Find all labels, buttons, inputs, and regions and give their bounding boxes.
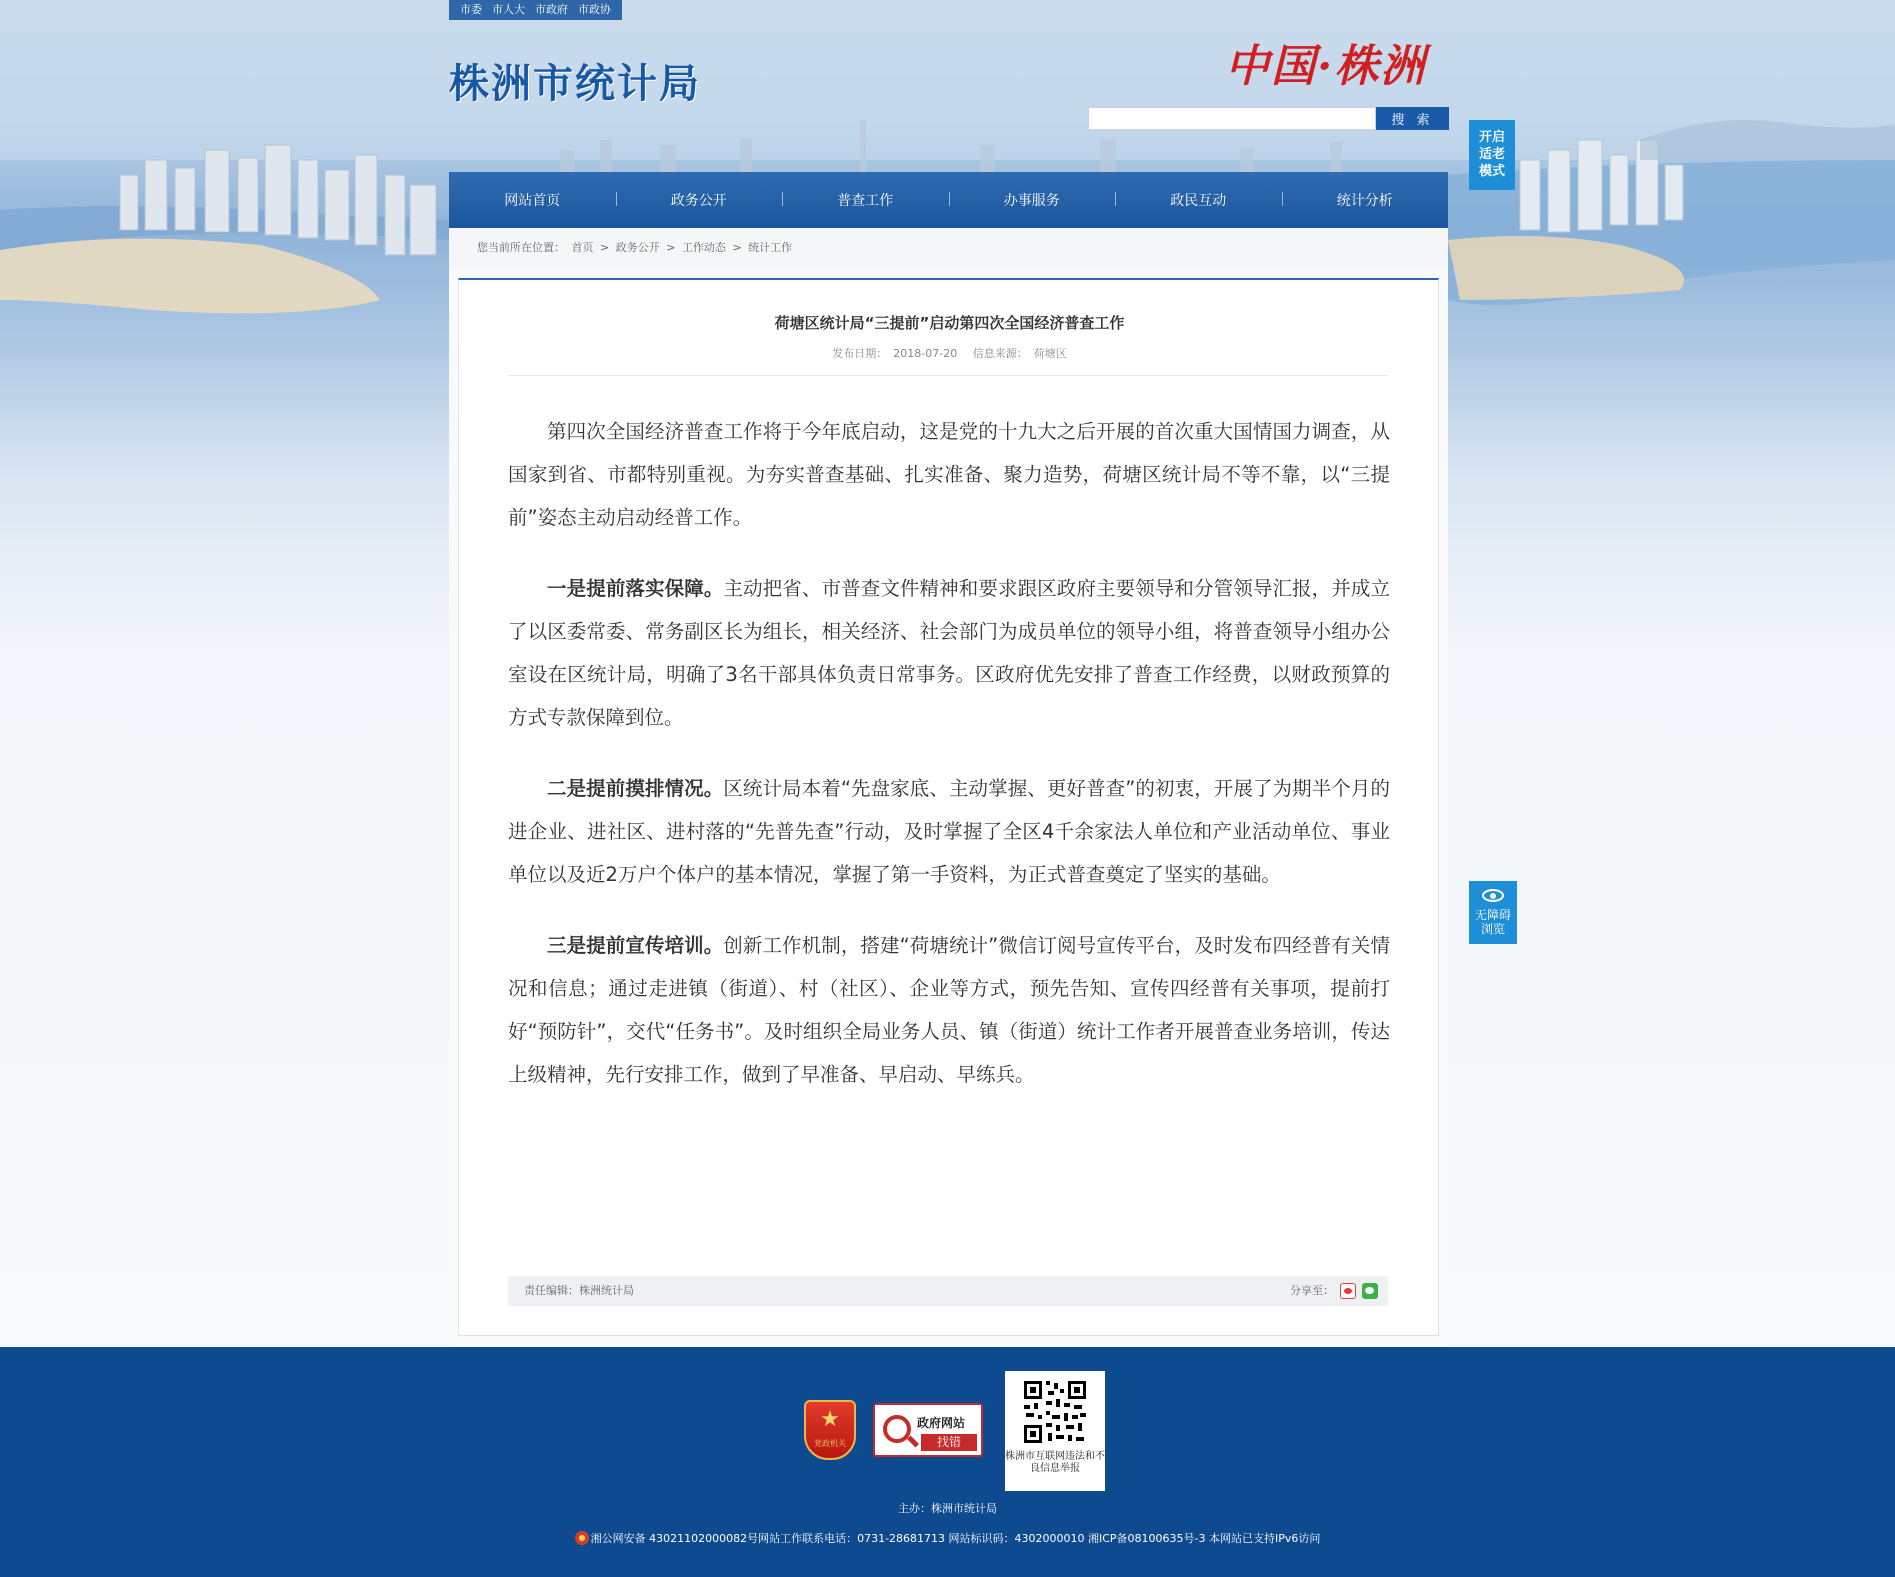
- nav-home[interactable]: 网站首页: [504, 193, 561, 209]
- paragraph-text: 区统计局本着“先盘家底、主动掌握、更好普查”的初衷，开展了为期半个月的进企业、进社区、进村落的“先普先查”行动，及时掌握了全区4千余家法人单位和产业活动单位、事业单位以及近2万户个体户的基本情况，掌握了第一手资料，为正式普查奠定了坚实的基础。: [508, 777, 1390, 886]
- gov-website-error-report[interactable]: [873, 1403, 983, 1457]
- article-body: [508, 410, 1390, 1124]
- nav-census[interactable]: 普查工作: [782, 190, 949, 210]
- source-label: 信息来源：: [972, 347, 1028, 360]
- breadcrumb-separator: >: [666, 241, 676, 254]
- qr-label: 株洲市互联网违法和不良信息举报: [1005, 1451, 1105, 1474]
- gov-error-line1: 政府网站: [917, 1416, 966, 1430]
- china-zhuzhou-calligraphy: 中国·株洲: [1225, 41, 1427, 92]
- accessibility-button[interactable]: [1469, 881, 1517, 944]
- editor-label: 责任编辑：: [524, 1284, 579, 1297]
- elder-mode-label: 开启适老模式: [1478, 130, 1505, 179]
- eye-icon: [1482, 889, 1504, 902]
- breadcrumb-separator: >: [732, 241, 742, 254]
- party-badge-label: 党政机关: [814, 1439, 846, 1448]
- share-label: 分享至：: [1290, 1284, 1334, 1297]
- party-gov-badge[interactable]: [804, 1400, 856, 1460]
- paragraph: [508, 767, 1390, 896]
- nav-gov-affairs[interactable]: 政务公开: [616, 190, 783, 210]
- report-qr-code[interactable]: [1005, 1371, 1105, 1491]
- editor-name: 株洲统计局: [579, 1284, 634, 1297]
- breadcrumb-statistics-work[interactable]: 统计工作: [748, 241, 793, 254]
- breadcrumb-home[interactable]: 首页: [571, 241, 594, 254]
- police-badge-icon: [575, 1531, 589, 1545]
- top-link-government[interactable]: 市政府: [535, 3, 568, 16]
- paragraph: [508, 410, 1390, 539]
- nav-statistics-analysis[interactable]: 统计分析: [1282, 190, 1449, 210]
- main-nav: [449, 172, 1448, 228]
- accessibility-label: 无障碍浏览: [1474, 908, 1511, 936]
- paragraph-lead: 一是提前落实保障。: [547, 577, 724, 600]
- top-link-cppcc[interactable]: 市政协: [578, 3, 611, 16]
- host-info: 主办：株洲市统计局: [898, 1502, 997, 1515]
- nav-services[interactable]: 办事服务: [949, 190, 1116, 210]
- paragraph-text: 主动把省、市普查文件精神和要求跟区政府主要领导和分管领导汇报，并成立了以区委常委、常务副区长为组长，相关经济、社会部门为成员单位的领导小组，将普查领导小组办公室设在区统计局，明确了3名干部具体负责日常事务。区政府优先安排了普查工作经费，以财政预算的方式专款保障到位。: [508, 577, 1390, 729]
- article-footer: [508, 1276, 1388, 1306]
- date-label: 发布日期：: [832, 347, 888, 360]
- site-title[interactable]: 株洲市统计局: [449, 61, 701, 107]
- nav-interaction[interactable]: 政民互动: [1115, 190, 1282, 210]
- paragraph-lead: 二是提前摸排情况。: [547, 777, 724, 800]
- article: [458, 278, 1439, 1336]
- magnifier-icon: [883, 1415, 911, 1443]
- paragraph-text: 第四次全国经济普查工作将于今年底启动，这是党的十九大之后开展的首次重大国情国力调查，从国家到省、市都特别重视。为夯实普查基础、扎实准备、聚力造势，荷塘区统计局不等不靠，以“三提前”姿态主动启动经普工作。: [508, 420, 1390, 529]
- paragraph: [508, 924, 1390, 1096]
- wechat-icon[interactable]: [1362, 1283, 1378, 1299]
- emblem-icon: ★: [820, 1407, 840, 1432]
- paragraph-text: 创新工作机制，搭建“荷塘统计”微信订阅号宣传平台，及时发布四经普有关情况和信息；通过走进镇（街道）、村（社区）、企业等方式，预先告知、宣传四经普有关事项，提前打好“预防针”，交代“任务书”。及时组织全局业务人员、镇（街道）统计工作者开展普查业务培训，传达上级精神，先行安排工作，做到了早准备、早启动、早练兵。: [508, 934, 1390, 1086]
- share-bar: [1290, 1276, 1378, 1306]
- top-links-bar: [449, 0, 622, 20]
- top-link-congress[interactable]: 市人大: [492, 3, 525, 16]
- search-button[interactable]: 搜 索: [1376, 107, 1449, 130]
- weibo-icon[interactable]: [1340, 1283, 1356, 1299]
- divider: [508, 375, 1388, 376]
- article-source: 荷塘区: [1033, 347, 1067, 360]
- footer: [0, 1347, 1895, 1577]
- search-bar: [1088, 107, 1449, 130]
- breadcrumb-work-news[interactable]: 工作动态: [681, 241, 726, 254]
- breadcrumb-prefix: 您当前所在位置：: [477, 241, 565, 254]
- top-link-party[interactable]: 市委: [460, 3, 482, 16]
- breadcrumb: [449, 228, 1448, 268]
- breadcrumb-gov-affairs[interactable]: 政务公开: [615, 241, 660, 254]
- paragraph: [508, 567, 1390, 739]
- registration-text[interactable]: 湘公网安备 43021102000082号网站工作联系电话：0731-28681713 网站标识码：4302000010 湘ICP备08100635号-3 本网站已支持IPv6访问: [590, 1532, 1321, 1545]
- search-input[interactable]: [1088, 107, 1376, 130]
- elder-mode-button[interactable]: [1469, 120, 1515, 190]
- content-panel: [449, 228, 1448, 1347]
- publish-date: 2018-07-20: [893, 347, 958, 360]
- breadcrumb-separator: >: [600, 241, 610, 254]
- gov-error-line2: 找错: [921, 1434, 977, 1451]
- article-meta: [459, 345, 1440, 361]
- paragraph-lead: 三是提前宣传培训。: [547, 934, 724, 957]
- registration-info: [0, 1530, 1895, 1546]
- article-title: 荷塘区统计局“三提前”启动第四次全国经济普查工作: [774, 314, 1125, 332]
- qr-code-icon: [1022, 1379, 1088, 1445]
